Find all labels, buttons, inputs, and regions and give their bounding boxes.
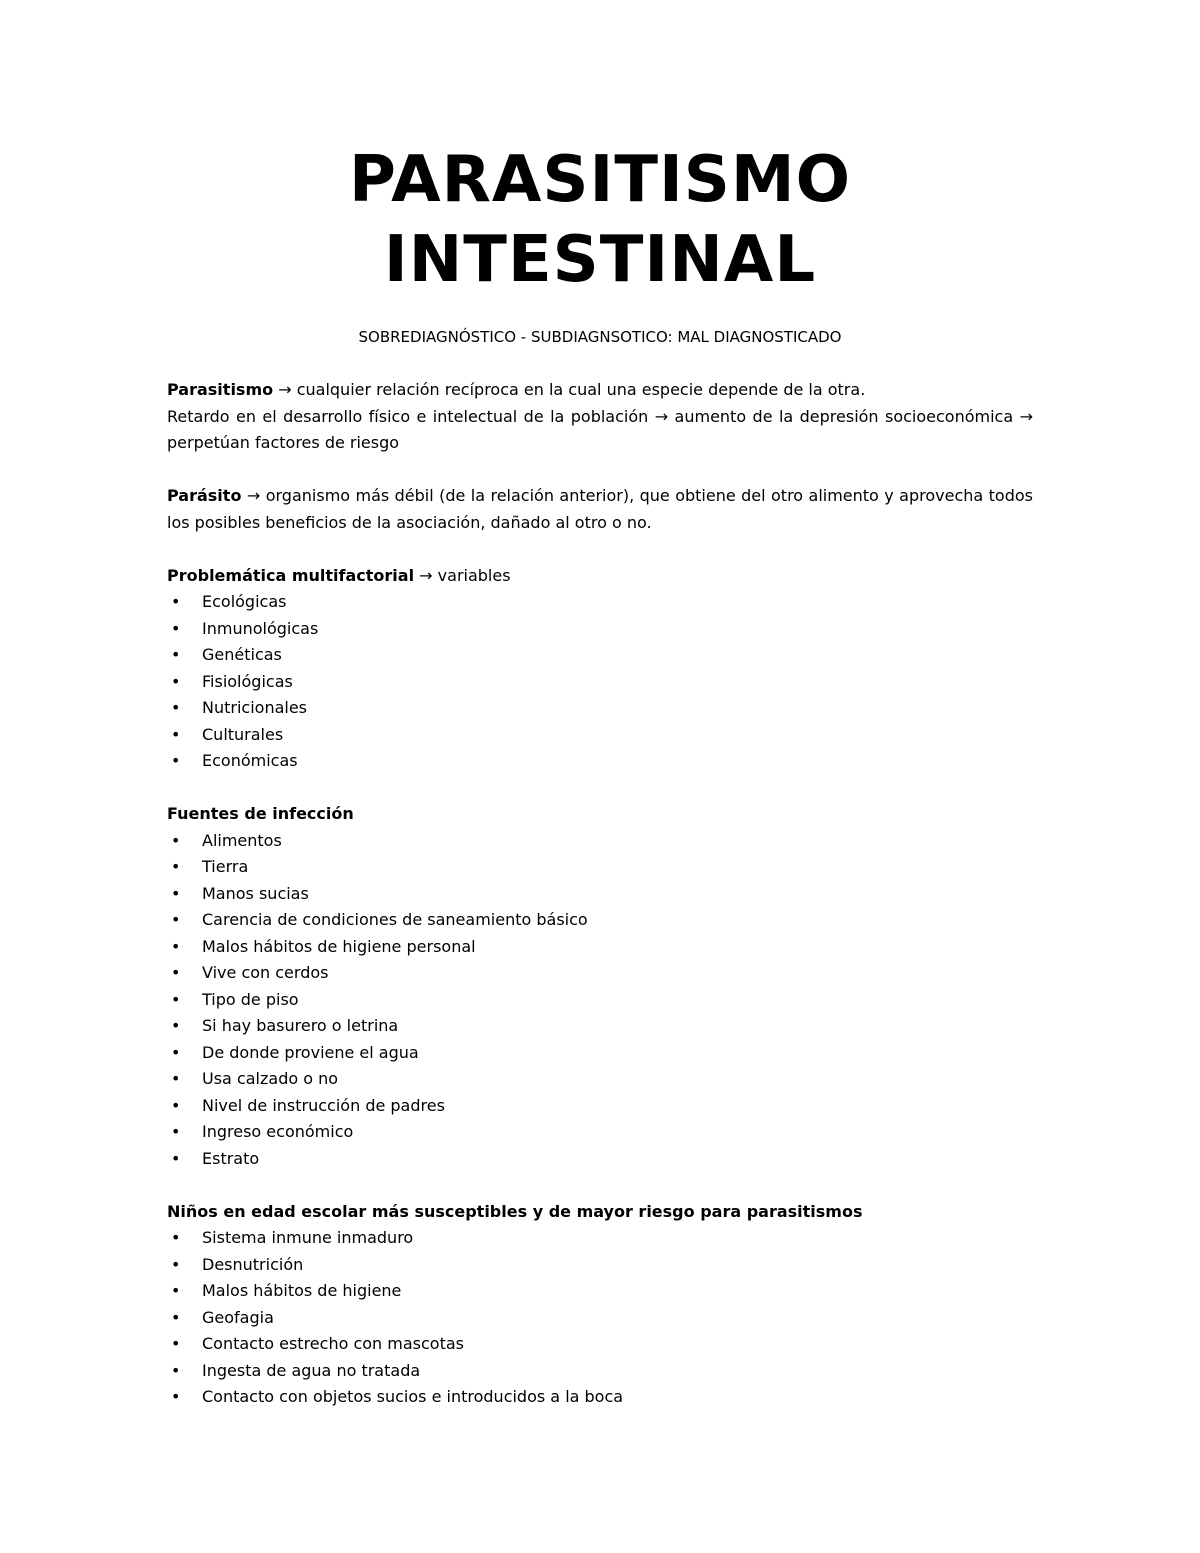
list-item: • Si hay basurero o letrina: [167, 1013, 1033, 1040]
list-item: • Genéticas: [167, 642, 1033, 669]
list-item: • Inmunológicas: [167, 616, 1033, 643]
parasito-paragraph: [167, 483, 1033, 536]
problematica-list: [167, 589, 1033, 775]
document-title: [167, 140, 1033, 300]
list-item: • Desnutrición: [167, 1252, 1033, 1279]
list-item: • Alimentos: [167, 828, 1033, 855]
list-item: • Ecológicas: [167, 589, 1033, 616]
parasito-term: Parásito: [167, 486, 242, 505]
arrow-icon: →: [278, 380, 292, 399]
title-line-2: INTESTINAL: [383, 223, 817, 297]
retardo-part-1: Retardo en el desarrollo físico e intelectual de la población: [167, 406, 649, 426]
list-item: • Contacto estrecho con mascotas: [167, 1331, 1033, 1358]
list-item: • Nivel de instrucción de padres: [167, 1093, 1033, 1120]
list-item: • Ingreso económico: [167, 1119, 1033, 1146]
retardo-part-3: perpetúan factores de riesgo: [167, 433, 400, 452]
list-item: • De donde proviene el agua: [167, 1040, 1033, 1067]
retardo-paragraph: [167, 404, 1033, 457]
list-item: • Culturales: [167, 722, 1033, 749]
list-item: • Sistema inmune inmaduro: [167, 1225, 1033, 1252]
document-content: [167, 140, 1033, 1411]
title-line-1: PARASITISMO: [349, 143, 851, 217]
ninos-heading-text: Niños en edad escolar más susceptibles y de mayor riesgo para parasitismos: [167, 1201, 863, 1221]
ninos-list: [167, 1225, 1033, 1411]
fuentes-heading: [167, 801, 1033, 828]
list-item: • Carencia de condiciones de saneamiento básico: [167, 907, 1033, 934]
list-item: • Geofagia: [167, 1305, 1033, 1332]
fuentes-list: [167, 828, 1033, 1173]
arrow-icon: →: [654, 406, 669, 426]
parasitismo-term: Parasitismo: [167, 380, 274, 399]
parasitismo-paragraph: [167, 377, 1033, 404]
list-item: • Malos hábitos de higiene personal: [167, 934, 1033, 961]
problematica-suffix: variables: [437, 565, 511, 585]
list-item: • Contacto con objetos sucios e introducidos a la boca: [167, 1384, 1033, 1411]
problematica-heading-text: Problemática multifactorial: [167, 565, 415, 585]
ninos-heading: [167, 1199, 1033, 1226]
list-item: • Tipo de piso: [167, 987, 1033, 1014]
problematica-heading: [167, 563, 1033, 590]
list-item: • Nutricionales: [167, 695, 1033, 722]
list-item: • Usa calzado o no: [167, 1066, 1033, 1093]
arrow-icon: →: [419, 565, 433, 585]
list-item: • Fisiológicas: [167, 669, 1033, 696]
list-item: • Estrato: [167, 1146, 1033, 1173]
list-item: • Malos hábitos de higiene: [167, 1278, 1033, 1305]
retardo-part-2: aumento de la depresión socioeconómica: [674, 406, 1014, 426]
list-item: • Económicas: [167, 748, 1033, 775]
arrow-icon: →: [1019, 406, 1033, 426]
parasito-definition: organismo más débil (de la relación anterior), que obtiene del otro alimento y aprovecha todos los posibles beneficios de la asociación, dañado al otro o no.: [167, 486, 1033, 532]
parasitismo-definition: cualquier relación recíproca en la cual una especie depende de la otra.: [296, 380, 866, 399]
list-item: • Tierra: [167, 854, 1033, 881]
list-item: • Ingesta de agua no tratada: [167, 1358, 1033, 1385]
list-item: • Manos sucias: [167, 881, 1033, 908]
arrow-icon: →: [246, 486, 261, 505]
fuentes-heading-text: Fuentes de infección: [167, 804, 354, 823]
document-subtitle: SOBREDIAGNÓSTICO - SUBDIAGNSOTICO: MAL DIAGNOSTICADO: [358, 328, 842, 346]
list-item: • Vive con cerdos: [167, 960, 1033, 987]
